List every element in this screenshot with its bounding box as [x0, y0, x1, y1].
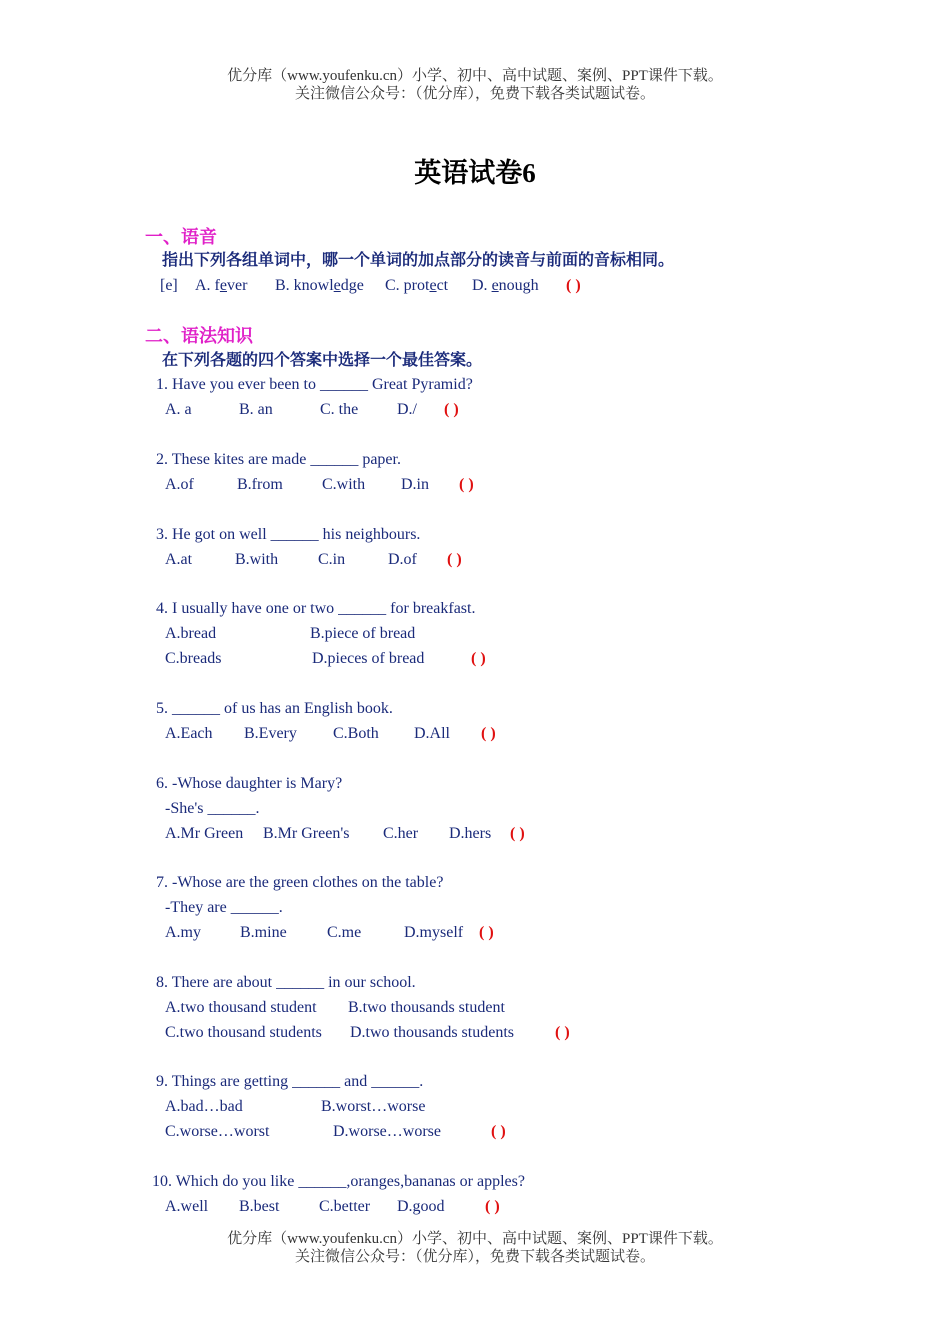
question-9-option-a: A.bad…bad: [165, 1098, 243, 1115]
question-7-option-c: C.me: [327, 924, 362, 941]
header-line-2: 关注微信公众号：（优分库），免费下载各类试题试卷。: [294, 86, 655, 102]
question-3-option-c: C.in: [318, 551, 346, 568]
header-line-1: 优分库（www.youfenku.cn）小学、初中、高中试题、案例、PPT课件下载。: [227, 68, 723, 84]
question-4-option-c: C.breads: [165, 650, 222, 667]
question-7-option-a: A.my: [165, 924, 201, 941]
question-9-stem: 9. Things are getting ______ and ______.: [156, 1073, 424, 1090]
question-6-stem-response: -She's ______.: [165, 800, 260, 817]
question-10-option-a: A.well: [165, 1198, 209, 1215]
question-5-option-b: B.Every: [244, 725, 297, 742]
footer-line-1: 优分库（www.youfenku.cn）小学、初中、高中试题、案例、PPT课件下载。: [227, 1231, 723, 1247]
page-title: 英语试卷6: [414, 158, 536, 188]
phonetic-option-a: A. fever: [195, 277, 248, 294]
phonetic-option-c: C. protect: [385, 277, 449, 294]
phonetic-option-d: D. enough: [472, 277, 539, 294]
answer-blank-7[interactable]: ( ): [479, 924, 494, 941]
question-4-stem: 4. I usually have one or two ______ for breakfast.: [156, 600, 476, 617]
question-2-option-c: C.with: [322, 476, 366, 493]
question-1-stem: 1. Have you ever been to ______ Great Pyramid?: [156, 376, 473, 393]
question-3-option-b: B.with: [235, 551, 279, 568]
question-5-option-c: C.Both: [333, 725, 379, 742]
question-5-option-d: D.All: [414, 725, 450, 742]
question-2-option-a: A.of: [165, 476, 194, 493]
question-6-option-c: C.her: [383, 825, 419, 842]
section-1-instruction: 指出下列各组单词中，哪一个单词的加点部分的读音与前面的音标相同。: [162, 252, 675, 269]
question-7-stem: 7. -Whose are the green clothes on the table?: [156, 874, 444, 891]
question-10-option-b: B.best: [239, 1198, 280, 1215]
question-2-option-d: D.in: [401, 476, 429, 493]
question-7-option-b: B.mine: [240, 924, 287, 941]
question-8-option-b: B.two thousands student: [348, 999, 505, 1016]
question-8-option-a: A.two thousand student: [165, 999, 317, 1016]
question-2-option-b: B.from: [237, 476, 283, 493]
question-6-option-b: B.Mr Green's: [263, 825, 350, 842]
question-8-stem: 8. There are about ______ in our school.: [156, 974, 416, 991]
question-4-option-d: D.pieces of bread: [312, 650, 425, 667]
answer-blank-1[interactable]: ( ): [444, 401, 459, 418]
answer-blank-10[interactable]: ( ): [485, 1198, 500, 1215]
phonetic-option-b: B. knowledge: [275, 277, 364, 294]
question-9-option-c: C.worse…worst: [165, 1123, 270, 1140]
question-5-option-a: A.Each: [165, 725, 213, 742]
question-3-stem: 3. He got on well ______ his neighbours.: [156, 526, 421, 543]
question-9-option-d: D.worse…worse: [333, 1123, 441, 1140]
question-7-option-d: D.myself: [404, 924, 464, 941]
section-2-heading: 二、语法知识: [145, 326, 253, 346]
question-3-option-d: D.of: [388, 551, 417, 568]
question-1-option-d: D./: [397, 401, 417, 418]
question-5-stem: 5. ______ of us has an English book.: [156, 700, 393, 717]
question-10-stem: 10. Which do you like ______,oranges,bananas or apples?: [152, 1173, 525, 1190]
question-10-option-c: C.better: [319, 1198, 371, 1215]
question-10-option-d: D.good: [397, 1198, 445, 1215]
answer-blank-2[interactable]: ( ): [459, 476, 474, 493]
question-8-option-c: C.two thousand students: [165, 1024, 322, 1041]
answer-blank-4[interactable]: ( ): [471, 650, 486, 667]
question-1-option-a: A. a: [165, 401, 192, 418]
answer-blank-6[interactable]: ( ): [510, 825, 525, 842]
answer-blank-8[interactable]: ( ): [555, 1024, 570, 1041]
question-7-stem-response: -They are ______.: [165, 899, 283, 916]
answer-blank-5[interactable]: ( ): [481, 725, 496, 742]
question-2-stem: 2. These kites are made ______ paper.: [156, 451, 401, 468]
question-3-option-a: A.at: [165, 551, 193, 568]
answer-blank-phonetic[interactable]: ( ): [566, 277, 581, 294]
question-9-option-b: B.worst…worse: [321, 1098, 426, 1115]
question-4-option-b: B.piece of bread: [310, 625, 416, 642]
question-6-option-a: A.Mr Green: [165, 825, 244, 842]
question-8-option-d: D.two thousands students: [350, 1024, 514, 1041]
question-1-option-c: C. the: [320, 401, 359, 418]
section-1-heading: 一、语音: [145, 227, 217, 247]
question-1-option-b: B. an: [239, 401, 273, 418]
phonetic-symbol: [e]: [160, 277, 178, 294]
question-6-option-d: D.hers: [449, 825, 492, 842]
question-6-stem: 6. -Whose daughter is Mary?: [156, 775, 343, 792]
question-4-option-a: A.bread: [165, 625, 217, 642]
answer-blank-9[interactable]: ( ): [491, 1123, 506, 1140]
answer-blank-3[interactable]: ( ): [447, 551, 462, 568]
footer-line-2: 关注微信公众号：（优分库），免费下载各类试题试卷。: [294, 1249, 655, 1265]
section-2-instruction: 在下列各题的四个答案中选择一个最佳答案。: [162, 352, 483, 369]
